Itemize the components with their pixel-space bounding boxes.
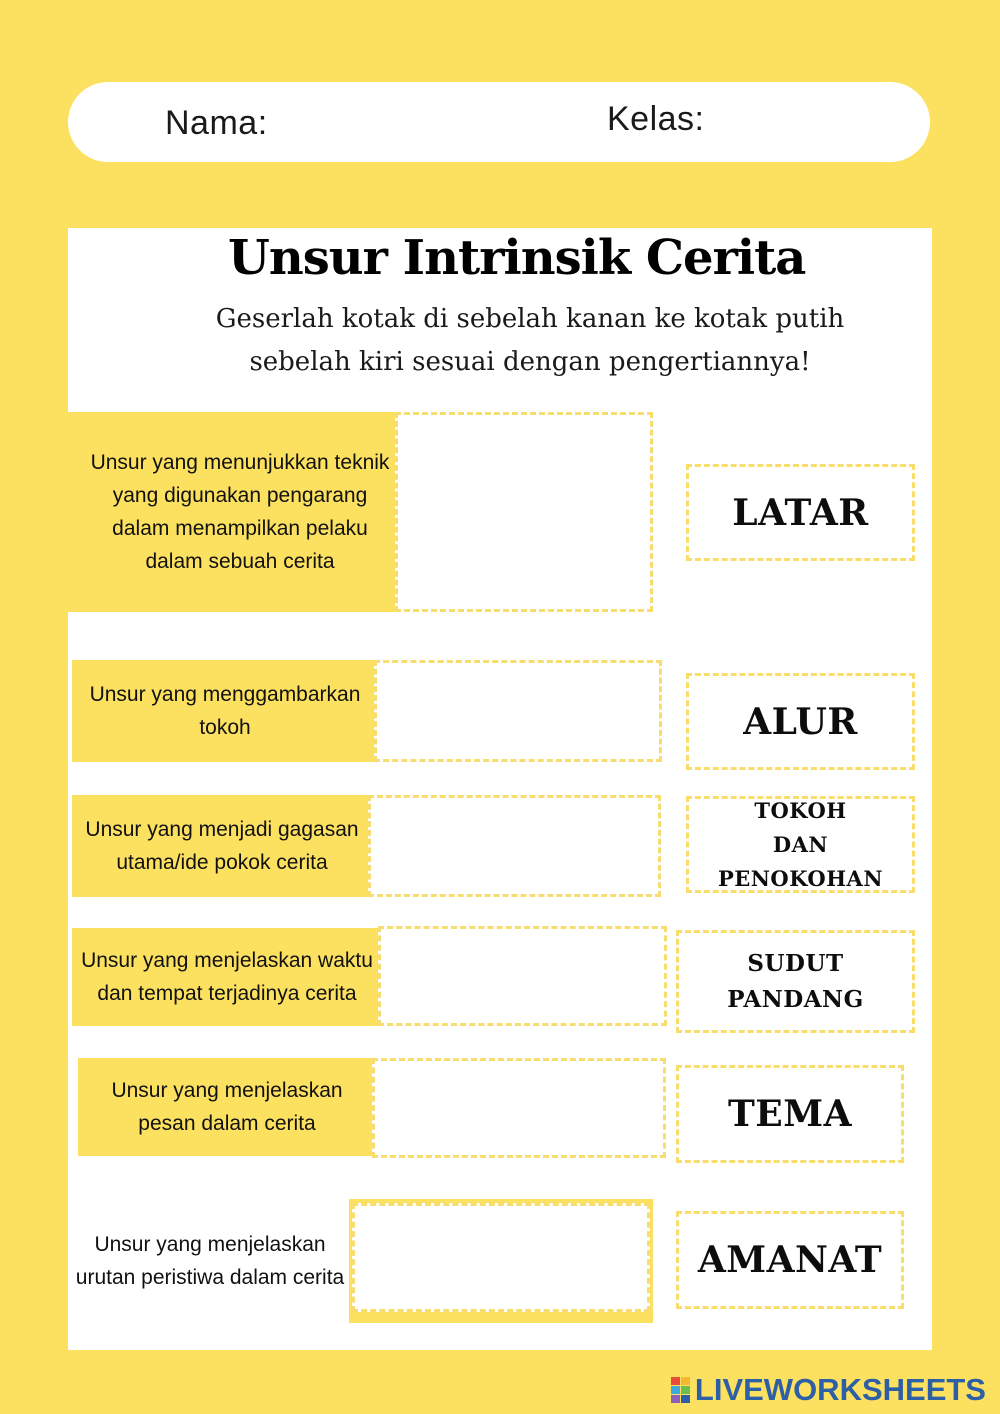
liveworksheets-brand[interactable] <box>671 1372 986 1408</box>
term-card-sudut-pandang[interactable] <box>676 930 915 1033</box>
instruction-line-1: Geserlah kotak di sebelah kanan ke kotak putih <box>215 304 845 334</box>
class-label: Kelas: <box>607 100 705 138</box>
term-card-tema[interactable] <box>676 1065 904 1163</box>
drop-target-6[interactable] <box>352 1203 650 1312</box>
drop-target-5[interactable] <box>372 1058 666 1158</box>
brand-text: LIVEWORKSHEETS <box>694 1372 986 1407</box>
instruction-line-2: sebelah kiri sesuai dengan pengertiannya! <box>249 347 811 377</box>
term-card-alur-label: ALUR <box>743 700 858 743</box>
liveworksheets-logo-icon <box>671 1377 691 1403</box>
definition-1: Unsur yang menunjukkan teknik yang digunakan pengarang dalam menampilkan pelaku dalam sebuah cerita <box>68 412 398 612</box>
definition-4: Unsur yang menjelaskan waktu dan tempat terjadinya cerita <box>72 928 382 1026</box>
definition-5: Unsur yang menjelaskan pesan dalam cerita <box>78 1058 376 1156</box>
term-card-amanat[interactable] <box>676 1211 904 1309</box>
term-card-tokoh[interactable] <box>686 796 915 893</box>
definition-2: Unsur yang menggambarkan tokoh <box>72 660 378 762</box>
term-card-latar-label: LATAR <box>732 491 869 534</box>
drop-target-2[interactable] <box>374 660 662 762</box>
term-card-alur[interactable] <box>686 673 915 770</box>
drop-target-3[interactable] <box>368 795 661 897</box>
term-card-latar[interactable] <box>686 464 915 561</box>
term-card-sudut-label-2: PANDANG <box>727 985 864 1013</box>
drop-target-4[interactable] <box>378 926 667 1026</box>
term-card-tema-label: TEMA <box>727 1093 852 1135</box>
drop-target-1[interactable] <box>395 412 653 612</box>
instruction-text <box>150 298 910 384</box>
term-card-sudut-label-1: SUDUT <box>747 949 844 977</box>
definition-6: Unsur yang menjelaskan urutan peristiwa dalam cerita <box>68 1200 352 1322</box>
name-label: Nama: <box>165 104 268 142</box>
term-card-tokoh-label-1: TOKOH <box>754 797 847 823</box>
worksheet-panel <box>68 228 932 1350</box>
definition-3: Unsur yang menjadi gagasan utama/ide pokok cerita <box>72 795 372 897</box>
term-card-amanat-label: AMANAT <box>697 1239 883 1281</box>
term-card-tokoh-label-2: DAN PENOKOHAN <box>717 831 884 891</box>
worksheet-title: Unsur Intrinsik Cerita <box>228 230 806 286</box>
